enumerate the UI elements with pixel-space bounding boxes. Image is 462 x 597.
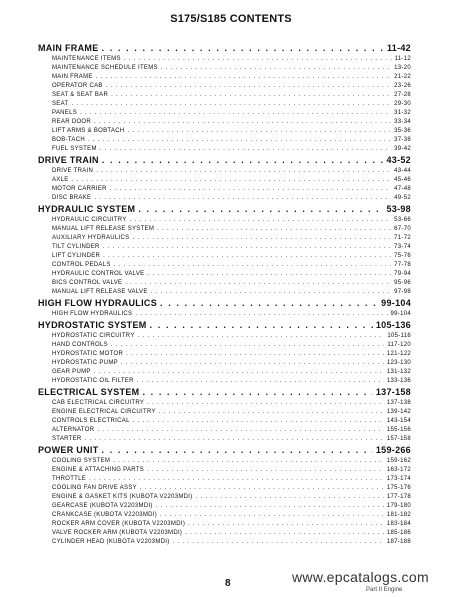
item-label: BICS CONTROL VALVE xyxy=(52,280,123,286)
item-pages: 45-46 xyxy=(394,177,411,183)
dot-leader xyxy=(173,539,384,545)
dot-leader xyxy=(124,56,392,62)
toc-item[interactable] xyxy=(38,165,411,174)
item-pages: 97-98 xyxy=(394,289,411,295)
dot-leader xyxy=(142,388,372,397)
toc-item[interactable] xyxy=(38,53,411,62)
toc-item[interactable] xyxy=(38,268,411,277)
dot-leader xyxy=(147,400,384,406)
section-pages: 159-266 xyxy=(375,445,411,455)
dot-leader xyxy=(94,195,391,201)
section-hydraulic-system[interactable] xyxy=(38,201,411,214)
item-label: COOLING FAN DRIVE ASSY xyxy=(52,485,137,491)
item-label: HYDROSTATIC MOTOR xyxy=(52,351,124,357)
toc-item[interactable] xyxy=(38,518,411,527)
section-pages: 105-136 xyxy=(375,320,411,330)
toc-item[interactable] xyxy=(38,223,411,232)
item-label: CYLINDER HEAD (KUBOTA V2203MDI) xyxy=(52,539,170,545)
section-title: MAIN FRAME xyxy=(38,43,99,53)
item-label: GEAR PUMP xyxy=(52,369,91,375)
item-pages: 175-176 xyxy=(386,485,411,491)
dot-leader xyxy=(150,321,373,330)
toc-item[interactable] xyxy=(38,433,411,442)
dot-leader xyxy=(151,289,391,295)
watermark-text: www.epcatalogs.com xyxy=(292,569,429,585)
item-label: CONTROL PEDALS xyxy=(52,262,111,268)
toc-item[interactable] xyxy=(38,527,411,536)
dot-leader xyxy=(102,44,384,53)
toc-item[interactable] xyxy=(38,348,411,357)
toc-item[interactable] xyxy=(38,277,411,286)
item-label: COOLING SYSTEM xyxy=(52,458,111,464)
toc-item[interactable] xyxy=(38,455,411,464)
section-pages: 137-158 xyxy=(375,387,411,397)
toc-item[interactable] xyxy=(38,536,411,545)
dot-leader xyxy=(111,92,391,98)
item-pages: 27-28 xyxy=(394,92,411,98)
item-label: SEAT xyxy=(52,101,69,107)
dot-leader xyxy=(161,65,391,71)
toc-item[interactable] xyxy=(38,500,411,509)
toc-item[interactable] xyxy=(38,464,411,473)
item-label: MANUAL LIFT RELEASE VALVE xyxy=(52,289,148,295)
item-pages: 53-66 xyxy=(394,217,411,223)
item-label: THROTTLE xyxy=(52,476,87,482)
toc-item[interactable] xyxy=(38,62,411,71)
dot-leader xyxy=(128,128,392,134)
item-pages: 43-44 xyxy=(394,168,411,174)
toc-item[interactable] xyxy=(38,415,411,424)
dot-leader xyxy=(111,342,384,348)
item-pages: 155-156 xyxy=(386,427,411,433)
dot-leader xyxy=(113,458,384,464)
dot-leader xyxy=(137,378,384,384)
item-label: HYDRAULIC CONTROL VALVE xyxy=(52,271,145,277)
toc-item[interactable] xyxy=(38,125,411,134)
dot-leader xyxy=(106,83,391,89)
dot-leader xyxy=(160,512,384,518)
item-label: CAB ELECTRICAL CIRCUITRY xyxy=(52,400,145,406)
toc-item[interactable] xyxy=(38,183,411,192)
item-pages: 95-96 xyxy=(394,280,411,286)
dot-leader xyxy=(188,521,384,527)
section-title: HYDRAULIC SYSTEM xyxy=(38,204,136,214)
item-label: HYDROSTATIC CIRCUITRY xyxy=(52,333,135,339)
toc-item[interactable] xyxy=(38,232,411,241)
item-label: LIFT ARMS & BOBTACH xyxy=(52,128,125,134)
dot-leader xyxy=(138,333,385,339)
toc-item[interactable] xyxy=(38,406,411,415)
item-label: ROCKER ARM COVER (KUBOTA V2203MDI) xyxy=(52,521,186,527)
toc-item[interactable] xyxy=(38,116,411,125)
item-pages: 21-22 xyxy=(394,74,411,80)
item-pages: 117-120 xyxy=(387,342,411,348)
toc-item[interactable] xyxy=(38,366,411,375)
footer-note: Part II Engine xyxy=(366,587,403,593)
dot-leader xyxy=(132,235,391,241)
toc-item[interactable] xyxy=(38,308,411,317)
item-label: OPERATOR CAB xyxy=(52,83,103,89)
dot-leader xyxy=(138,205,383,214)
dot-leader xyxy=(89,476,384,482)
toc-item[interactable] xyxy=(38,214,411,223)
toc-item[interactable] xyxy=(38,286,411,295)
item-pages: 105-116 xyxy=(387,333,411,339)
section-title: DRIVE TRAIN xyxy=(38,155,99,165)
item-pages: 163-172 xyxy=(386,467,411,473)
item-label: HYDRAULIC CIRCUITRY xyxy=(52,217,127,223)
dot-leader xyxy=(114,262,391,268)
toc-item[interactable] xyxy=(38,241,411,250)
item-label: DRIVE TRAIN xyxy=(52,168,94,174)
item-label: TILT CYLINDER xyxy=(52,244,100,250)
section-pages: 11-42 xyxy=(386,43,411,53)
item-label: CRANKCASE (KUBOTA V2203MDI) xyxy=(52,512,158,518)
item-pages: 77-78 xyxy=(394,262,411,268)
item-label: FUEL SYSTEM xyxy=(52,146,97,152)
toc-item[interactable] xyxy=(38,357,411,366)
item-label: HYDROSTATIC PUMP xyxy=(52,360,118,366)
item-label: GEARCASE (KUBOTA V2203MDI) xyxy=(52,503,153,509)
toc-item[interactable] xyxy=(38,509,411,518)
toc-item[interactable] xyxy=(38,491,411,500)
item-pages: 143-154 xyxy=(386,418,411,424)
dot-leader xyxy=(103,253,391,259)
toc-item[interactable] xyxy=(38,482,411,491)
item-pages: 11-12 xyxy=(394,56,411,62)
toc-item[interactable] xyxy=(38,250,411,259)
item-pages: 133-136 xyxy=(386,378,411,384)
item-label: ENGINE ELECTRICAL CIRCUITRY xyxy=(52,409,156,415)
section-pages: 43-52 xyxy=(386,155,411,165)
section-hydrostatic-system[interactable] xyxy=(38,317,411,330)
dot-leader xyxy=(102,156,384,165)
item-label: LIFT CYLINDER xyxy=(52,253,101,259)
section-pages: 53-98 xyxy=(386,204,411,214)
section-title: POWER UNIT xyxy=(38,445,99,455)
dot-leader xyxy=(147,467,384,473)
toc-item[interactable] xyxy=(38,424,411,433)
dot-leader xyxy=(159,409,384,415)
toc-item[interactable] xyxy=(38,174,411,183)
dot-leader xyxy=(100,146,391,152)
item-label: HYDROSTATIC OIL FILTER xyxy=(52,378,134,384)
item-pages: 185-186 xyxy=(386,530,411,536)
item-label: REAR DOOR xyxy=(52,119,92,125)
dot-leader xyxy=(110,186,391,192)
item-label: PANELS xyxy=(52,110,78,116)
toc-item[interactable] xyxy=(38,89,411,98)
toc-item[interactable] xyxy=(38,80,411,89)
toc-item[interactable] xyxy=(38,134,411,143)
item-label: MAINTENANCE SCHEDULE ITEMS xyxy=(52,65,158,71)
section-drive-train[interactable] xyxy=(38,152,411,165)
toc-item[interactable] xyxy=(38,339,411,348)
item-pages: 47-48 xyxy=(394,186,411,192)
item-label: MANUAL LIFT RELEASE SYSTEM xyxy=(52,226,155,232)
contents-title: S175/S185 CONTENTS xyxy=(170,13,292,25)
item-pages: 139-142 xyxy=(386,409,411,415)
section-title: ELECTRICAL SYSTEM xyxy=(38,387,140,397)
item-pages: 137-138 xyxy=(386,400,411,406)
dot-leader xyxy=(156,503,384,509)
toc-item[interactable] xyxy=(38,330,411,339)
toc-item[interactable] xyxy=(38,473,411,482)
section-title: HYDROSTATIC SYSTEM xyxy=(38,320,147,330)
item-pages: 181-182 xyxy=(386,512,411,518)
toc-item[interactable] xyxy=(38,192,411,201)
toc-item[interactable] xyxy=(38,71,411,80)
item-pages: 73-74 xyxy=(394,244,411,250)
item-pages: 121-122 xyxy=(386,351,411,357)
section-pages: 99-104 xyxy=(381,298,411,308)
table-of-contents xyxy=(38,40,411,545)
toc-item[interactable] xyxy=(38,143,411,152)
toc-item[interactable] xyxy=(38,397,411,406)
item-pages: 31-32 xyxy=(394,110,411,116)
toc-item[interactable] xyxy=(38,375,411,384)
item-label: AUXILIARY HYDRAULICS xyxy=(52,235,130,241)
item-pages: 179-180 xyxy=(386,503,411,509)
dot-leader xyxy=(147,271,391,277)
item-pages: 23-26 xyxy=(394,83,411,89)
section-power-unit[interactable] xyxy=(38,442,411,455)
section-main-frame[interactable] xyxy=(38,40,411,53)
item-pages: 33-34 xyxy=(394,119,411,125)
item-pages: 177-178 xyxy=(386,494,411,500)
dot-leader xyxy=(94,369,384,375)
item-pages: 123-130 xyxy=(386,360,411,366)
dot-leader xyxy=(121,360,384,366)
item-label: BOB-TACH xyxy=(52,137,85,143)
item-label: HAND CONTROLS xyxy=(52,342,108,348)
item-pages: 37-38 xyxy=(394,137,411,143)
item-pages: 39-42 xyxy=(394,146,411,152)
dot-leader xyxy=(103,244,391,250)
section-title: HIGH FLOW HYDRAULICS xyxy=(38,298,157,308)
dot-leader xyxy=(185,530,384,536)
dot-leader xyxy=(126,351,384,357)
dot-leader xyxy=(97,427,384,433)
dot-leader xyxy=(72,177,392,183)
item-label: MOTOR CARRIER xyxy=(52,186,107,192)
item-label: MAINTENANCE ITEMS xyxy=(52,56,121,62)
dot-leader xyxy=(130,217,392,223)
item-label: AXLE xyxy=(52,177,69,183)
item-pages: 75-76 xyxy=(394,253,411,259)
item-label: ENGINE & GASKET KITS (KUBOTA V2203MDI) xyxy=(52,494,193,500)
item-pages: 159-162 xyxy=(386,458,411,464)
item-label: DISC BRAKE xyxy=(52,195,92,201)
item-label: HIGH FLOW HYDRAULICS xyxy=(52,311,133,317)
dot-leader xyxy=(94,119,391,125)
section-high-flow-hydraulics[interactable] xyxy=(38,295,411,308)
item-label: ENGINE & ATTACHING PARTS xyxy=(52,467,145,473)
dot-leader xyxy=(196,494,384,500)
dot-leader xyxy=(133,418,384,424)
item-pages: 157-158 xyxy=(386,436,411,442)
item-pages: 79-94 xyxy=(394,271,411,277)
dot-leader xyxy=(80,110,391,116)
item-pages: 173-174 xyxy=(386,476,411,482)
item-pages: 67-70 xyxy=(394,226,411,232)
toc-item[interactable] xyxy=(38,107,411,116)
dot-leader xyxy=(96,74,391,80)
dot-leader xyxy=(88,137,391,143)
item-pages: 131-132 xyxy=(386,369,411,375)
item-pages: 71-72 xyxy=(394,235,411,241)
dot-leader xyxy=(71,101,391,107)
item-pages: 29-30 xyxy=(394,101,411,107)
toc-item[interactable] xyxy=(38,259,411,268)
section-electrical-system[interactable] xyxy=(38,384,411,397)
dot-leader xyxy=(96,168,391,174)
page-number: 8 xyxy=(225,578,231,589)
dot-leader xyxy=(125,280,391,286)
dot-leader xyxy=(85,436,384,442)
item-pages: 49-52 xyxy=(394,195,411,201)
dot-leader xyxy=(157,226,391,232)
dot-leader xyxy=(102,446,373,455)
item-label: VALVE ROCKER ARM (KUBOTA V2203MDI) xyxy=(52,530,183,536)
dot-leader xyxy=(135,311,387,317)
item-pages: 187-188 xyxy=(386,539,411,545)
dot-leader xyxy=(160,299,378,308)
item-pages: 183-184 xyxy=(386,521,411,527)
item-label: ALTERNATOR xyxy=(52,427,95,433)
item-label: SEAT & SEAT BAR xyxy=(52,92,109,98)
item-pages: 99-104 xyxy=(390,311,411,317)
item-label: STARTER xyxy=(52,436,82,442)
dot-leader xyxy=(140,485,384,491)
item-label: MAIN FRAME xyxy=(52,74,93,80)
toc-item[interactable] xyxy=(38,98,411,107)
item-label: CONTROLS ELECTRICAL xyxy=(52,418,130,424)
item-pages: 13-20 xyxy=(394,65,411,71)
item-pages: 35-36 xyxy=(394,128,411,134)
